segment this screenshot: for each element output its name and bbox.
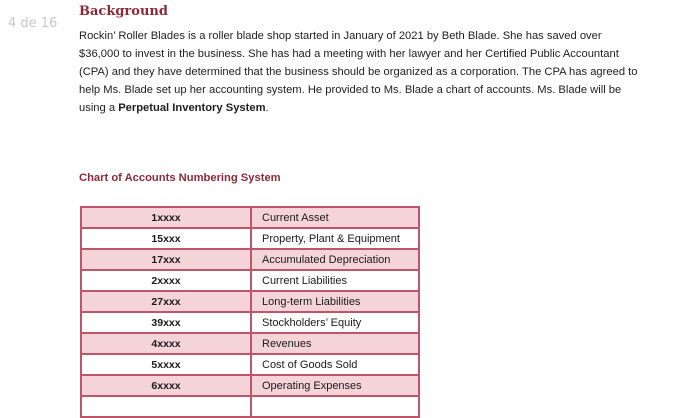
- table-row: [81, 207, 419, 228]
- account-number: 4xxxx: [81, 333, 251, 354]
- table-row: [81, 270, 419, 291]
- page-indicator: 4 de 16: [8, 16, 58, 31]
- paragraph-bold-text: Perpetual Inventory System: [118, 102, 266, 114]
- account-number: 6xxxx: [81, 375, 251, 396]
- chart-of-accounts-table: [80, 206, 420, 418]
- account-name: Long-term Liabilities: [251, 291, 419, 312]
- background-paragraph: [79, 27, 639, 117]
- table-row: [81, 375, 419, 396]
- account-name: Revenues: [251, 333, 419, 354]
- account-number: 1xxxx: [81, 207, 251, 228]
- paragraph-text: Rockin’ Roller Blades is a roller blade shop started in January of 2021 by Beth Blade. She has saved over $36,000 to invest in the business. She has had a meeting with her lawyer and her Certified Public Accountant (CPA) and they have determined that the business should be organized as a corporation. The CPA has agreed to help Ms. Blade set up her accounting system. He provided to Ms. Blade a chart of accounts. Ms. Blade will be using a: [79, 30, 638, 114]
- account-number: 39xxx: [81, 312, 251, 333]
- chart-of-accounts-heading: Chart of Accounts Numbering System: [79, 172, 281, 184]
- table-row: [81, 312, 419, 333]
- table-row: [81, 228, 419, 249]
- account-number: [81, 396, 251, 417]
- account-name: Accumulated Depreciation: [251, 249, 419, 270]
- account-name: Current Liabilities: [251, 270, 419, 291]
- paragraph-end-text: .: [265, 102, 269, 114]
- table-row: [81, 396, 419, 417]
- account-number: 5xxxx: [81, 354, 251, 375]
- table-row: [81, 291, 419, 312]
- account-name: Operating Expenses: [251, 375, 419, 396]
- account-name: Property, Plant & Equipment: [251, 228, 419, 249]
- account-name: [251, 396, 419, 417]
- account-number: 15xxx: [81, 228, 251, 249]
- account-name: Current Asset: [251, 207, 419, 228]
- table-row: [81, 249, 419, 270]
- account-name: Stockholders’ Equity: [251, 312, 419, 333]
- account-number: 27xxx: [81, 291, 251, 312]
- account-number: 17xxx: [81, 249, 251, 270]
- table-row: [81, 354, 419, 375]
- account-number: 2xxxx: [81, 270, 251, 291]
- section-heading-background: Background: [79, 4, 168, 19]
- account-name: Cost of Goods Sold: [251, 354, 419, 375]
- table-row: [81, 333, 419, 354]
